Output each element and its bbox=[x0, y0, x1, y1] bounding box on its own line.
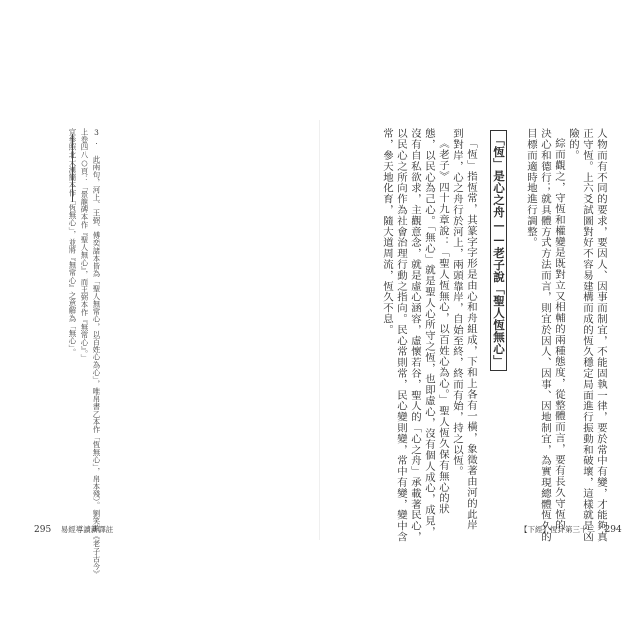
footnote-line-3: 宜參照北大漢簡本作「恆無心」，並將『無常心』之意解為「無心」。 bbox=[68, 128, 77, 357]
footnote-line-1: 3. 此兩句，河上、王弼、傅奕諸本皆為「聖人無常心，以百姓心為心」，唯帛書乙本作「恆無心」，帛本殘）。劉笑敢《老子古今》 bbox=[92, 128, 101, 578]
text-column-13: 以民心之所向作為社會治理行動之指向。民心常則常，民心變則變，常中有變，變中含 bbox=[395, 128, 407, 543]
left-page-number: 295 bbox=[34, 525, 52, 535]
text-column-10: 《老子》四十九章說：「聖人恆無心，以百姓心為心。」聖人恆久保有無心的狀 bbox=[437, 138, 449, 515]
section-heading: 「恆」是心之舟——老子說「聖人恆無心」 bbox=[490, 130, 507, 371]
right-folio bbox=[520, 524, 622, 535]
left-running-title: 易經導讀新譯註 bbox=[60, 525, 114, 534]
text-column-9: 到對岸，心之舟行於河上，兩頭靠岸，自始至終，終而有始，持之以恆。 bbox=[451, 128, 463, 477]
text-column-1: 人物而有不同的要求，要因人、因事而制宜，不能固執一律，要於常中有變，才能夠真 bbox=[595, 128, 607, 543]
text-column-3: 險的。 bbox=[567, 128, 579, 161]
right-running-title: 【下經】恆卦第三十二 bbox=[520, 525, 595, 534]
text-column-11: 態，以民心為己心。「無心」就是聖人心所守之恆，也即虛心，沒有個人成心，成見， bbox=[423, 128, 435, 537]
text-column-12: 沒有自私欲求，主觀意念，就是虛心涵容，虛懷若谷，聖人的「心之舟」承載著民心， bbox=[409, 128, 421, 543]
text-column-14: 常，參天地化育，隨大道周流，恆久不息。 bbox=[381, 128, 393, 336]
footnote-line-2: 上卷四八○頁：「景龍碑本作『聖人無心』，而王弼本作『無常心』。」 bbox=[80, 128, 89, 362]
left-folio bbox=[34, 524, 113, 535]
text-column-6: 目標而適時地進行調整。 bbox=[525, 128, 537, 248]
text-column-4: 綜而觀之，守恆和權變是既對立又相輔的兩種態度，從整體而言，要有長久守恆的 bbox=[553, 138, 565, 531]
right-page-number: 294 bbox=[604, 525, 622, 535]
text-column-2: 正守恆。上六爻試圖對好不容易建構而成的恆久穩定局面進行振動和破壞，這樣就是凶 bbox=[581, 128, 593, 543]
text-column-8: 「恆」指恆常，其篆字字形是由心和舟組成，下和上各有一橫，象徵著由河的此岸 bbox=[465, 138, 477, 531]
text-column-5: 決心和德行；就具體方式方法而言，則宜於因人、因事、因地制宜，為實現總體恆久的 bbox=[539, 128, 551, 543]
page-gutter bbox=[319, 120, 320, 540]
